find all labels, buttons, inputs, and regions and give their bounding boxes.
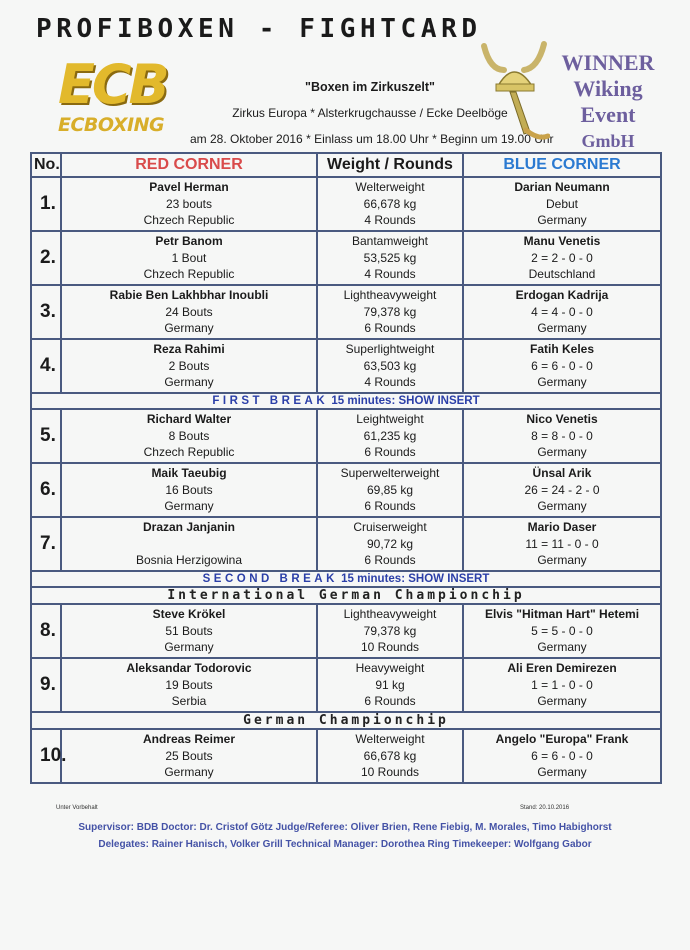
first-break-detail: 15 minutes: SHOW INSERT (331, 395, 480, 407)
weight-class: Leightweight (356, 412, 424, 426)
blue-fighter-name: Fatih Keles (529, 342, 595, 356)
blue-fighter-record: 2 = 2 - 0 - 0 (531, 250, 593, 265)
red-fighter-name: Aleksandar Todorovic (126, 661, 252, 675)
weight-kg: 53,525 kg (363, 250, 417, 265)
weight-class: Bantamweight (351, 234, 429, 248)
red-fighter-country: Germany (164, 765, 214, 779)
weight-kg: 66,678 kg (363, 196, 417, 211)
weight-kg: 91 kg (375, 677, 405, 692)
weight-cell (317, 231, 463, 285)
blue-fighter-country: Deutschland (528, 267, 596, 281)
weight-class: Lightheavyweight (343, 288, 437, 302)
red-fighter-name: Steve Krökel (152, 607, 226, 621)
rounds: 6 Rounds (364, 553, 416, 567)
event-name: "Boxen im Zirkuszelt" (305, 80, 435, 94)
weight-class: Welterweight (355, 180, 425, 194)
blue-corner-cell (463, 177, 661, 231)
red-fighter-name: Pavel Herman (149, 180, 229, 194)
bout-row (31, 729, 661, 783)
blue-corner-cell (463, 729, 661, 783)
red-fighter-name: Andreas Reimer (142, 732, 236, 746)
organizer-line-3: Event (580, 102, 636, 127)
blue-fighter-country: Germany (537, 445, 587, 459)
ecb-logo-text: ECB (58, 53, 167, 116)
second-break-cell (31, 571, 661, 587)
red-fighter-bouts: 25 Bouts (165, 748, 213, 763)
rounds: 6 Rounds (364, 694, 416, 708)
weight-class: Cruiserweight (353, 520, 427, 534)
red-fighter-country: Chzech Republic (143, 267, 235, 281)
bout-number: 7. (31, 517, 61, 571)
second-break-detail: 15 minutes: SHOW INSERT (341, 573, 490, 585)
rounds: 4 Rounds (364, 375, 416, 389)
weight-kg: 79,378 kg (363, 623, 417, 638)
weight-cell (317, 177, 463, 231)
bout-row (31, 658, 661, 712)
red-corner-cell (61, 409, 317, 463)
rounds: 4 Rounds (364, 267, 416, 281)
blue-corner-cell (463, 409, 661, 463)
red-corner-cell (61, 517, 317, 571)
column-blue-corner: BLUE CORNER (463, 153, 661, 177)
officials-line-2: Delegates: Rainer Hanisch, Volker Grill Technical Manager: Dorothea Ring Timekeeper: Wolfgang Gabor (98, 839, 592, 850)
organizer-line-1: WINNER (561, 50, 655, 75)
bout-row (31, 177, 661, 231)
weight-class: Welterweight (355, 732, 425, 746)
blue-fighter-name: Elvis "Hitman Hart" Hetemi (484, 607, 640, 621)
bout-row (31, 409, 661, 463)
first-break-label: FIRST BREAK (212, 395, 329, 407)
weight-cell (317, 517, 463, 571)
weight-kg: 90,72 kg (366, 536, 414, 551)
bout-number: 10. (31, 729, 61, 783)
red-fighter-bouts: 16 Bouts (165, 482, 213, 497)
first-break-row (31, 393, 661, 409)
bout-number: 8. (31, 604, 61, 658)
weight-cell (317, 463, 463, 517)
organizer-line-4: GmbH (581, 131, 635, 151)
blue-fighter-name: Darian Neumann (514, 180, 610, 194)
weight-class: Heavyweight (355, 661, 425, 675)
weight-kg: 69,85 kg (366, 482, 414, 497)
first-break-cell (31, 393, 661, 409)
blue-fighter-record: 26 = 24 - 2 - 0 (524, 482, 600, 497)
blue-fighter-name: Ali Eren Demirezen (507, 661, 617, 675)
rounds: 10 Rounds (360, 765, 420, 779)
weight-cell (317, 409, 463, 463)
bout-row (31, 285, 661, 339)
blue-corner-cell (463, 604, 661, 658)
rounds: 4 Rounds (364, 213, 416, 227)
international-championship-row (31, 587, 661, 604)
fightcard-title: PROFIBOXEN - FIGHTCARD (36, 14, 482, 44)
red-fighter-country: Chzech Republic (143, 213, 235, 227)
blue-fighter-record: 1 = 1 - 0 - 0 (531, 677, 593, 692)
column-no: No. (31, 153, 61, 177)
bout-number: 5. (31, 409, 61, 463)
bout-number: 6. (31, 463, 61, 517)
rounds: 6 Rounds (364, 321, 416, 335)
red-fighter-bouts: 1 Bout (171, 250, 207, 265)
blue-fighter-country: Germany (537, 553, 587, 567)
blue-fighter-name: Mario Daser (527, 520, 597, 534)
weight-class: Superlightweight (345, 342, 435, 356)
weight-kg: 79,378 kg (363, 304, 417, 319)
bout-number: 1. (31, 177, 61, 231)
red-corner-cell (61, 658, 317, 712)
weight-kg: 63,503 kg (363, 358, 417, 373)
red-corner-cell (61, 177, 317, 231)
blue-fighter-record: 11 = 11 - 0 - 0 (525, 536, 599, 551)
bout-number: 4. (31, 339, 61, 393)
blue-fighter-country: Germany (537, 499, 587, 513)
bout-number: 9. (31, 658, 61, 712)
red-fighter-name: Drazan Janjanin (142, 520, 236, 534)
blue-corner-cell (463, 339, 661, 393)
red-fighter-country: Germany (164, 375, 214, 389)
table-header-row (31, 153, 661, 177)
blue-fighter-record: 6 = 6 - 0 - 0 (531, 358, 593, 373)
weight-cell (317, 339, 463, 393)
red-fighter-country: Germany (164, 640, 214, 654)
blue-fighter-name: Ünsal Arik (532, 466, 592, 480)
column-red-corner: RED CORNER (61, 153, 317, 177)
rounds: 6 Rounds (364, 499, 416, 513)
note-left: Unter Vorbehalt (56, 805, 98, 811)
red-fighter-bouts: 23 bouts (165, 196, 213, 211)
weight-class: Superwelterweight (340, 466, 440, 480)
column-weight-rounds: Weight / Rounds (317, 153, 463, 177)
blue-corner-cell (463, 285, 661, 339)
red-fighter-name: Reza Rahimi (153, 342, 225, 356)
red-fighter-country: Serbia (171, 694, 207, 708)
red-corner-cell (61, 729, 317, 783)
blue-fighter-record: 6 = 6 - 0 - 0 (531, 748, 593, 763)
international-championship-title: International German Championchip (31, 587, 661, 604)
red-fighter-bouts: 19 Bouts (165, 677, 213, 692)
bout-row (31, 339, 661, 393)
red-corner-cell (61, 231, 317, 285)
rounds: 10 Rounds (360, 640, 420, 654)
blue-fighter-name: Erdogan Kadrija (515, 288, 609, 302)
weight-cell (317, 604, 463, 658)
weight-kg: 66,678 kg (363, 748, 417, 763)
german-championship-title: German Championchip (31, 712, 661, 729)
blue-fighter-record: 5 = 5 - 0 - 0 (531, 623, 593, 638)
red-fighter-bouts: 24 Bouts (165, 304, 213, 319)
blue-fighter-record: 8 = 8 - 0 - 0 (531, 428, 593, 443)
red-corner-cell (61, 285, 317, 339)
event-venue: Zirkus Europa * Alsterkrugchausse / Ecke Deelböge (232, 106, 508, 120)
bout-row (31, 517, 661, 571)
event-date: am 28. Oktober 2016 * Einlass um 18.00 Uhr * Beginn um 19.00 Uhr (190, 132, 554, 146)
red-fighter-name: Rabie Ben Lakhbhar Inoubli (109, 288, 269, 302)
blue-fighter-record: Debut (545, 196, 579, 211)
red-fighter-country: Bosnia Herzigowina (135, 553, 243, 567)
blue-fighter-name: Angelo "Europa" Frank (495, 732, 629, 746)
weight-cell (317, 658, 463, 712)
red-fighter-name: Richard Walter (146, 412, 232, 426)
second-break-row (31, 571, 661, 587)
note-right: Stand: 20.10.2016 (520, 805, 570, 811)
red-fighter-country: Germany (164, 321, 214, 335)
blue-fighter-country: Germany (537, 213, 587, 227)
weight-class: Lightheavyweight (343, 607, 437, 621)
blue-fighter-country: Germany (537, 375, 587, 389)
blue-corner-cell (463, 231, 661, 285)
fightcard-table (30, 152, 662, 784)
bout-number: 3. (31, 285, 61, 339)
red-fighter-country: Germany (164, 499, 214, 513)
blue-fighter-record: 4 = 4 - 0 - 0 (531, 304, 593, 319)
red-corner-cell (61, 339, 317, 393)
officials-line-1: Supervisor: BDB Doctor: Dr. Cristof Götz Judge/Referee: Oliver Brien, Rene Fiebig, M. Morales, Timo Habighorst (78, 822, 612, 833)
blue-corner-cell (463, 463, 661, 517)
bout-number: 2. (31, 231, 61, 285)
organizer-line-2: Wiking (573, 76, 643, 101)
blue-corner-cell (463, 517, 661, 571)
blue-fighter-country: Germany (537, 694, 587, 708)
red-fighter-country: Chzech Republic (143, 445, 235, 459)
weight-cell (317, 729, 463, 783)
red-fighter-bouts: 2 Bouts (168, 358, 210, 373)
bout-row (31, 604, 661, 658)
blue-fighter-country: Germany (537, 321, 587, 335)
ecboxing-logo-text: ECBOXING (58, 114, 165, 136)
red-fighter-bouts: 51 Bouts (165, 623, 213, 638)
blue-fighter-name: Nico Venetis (526, 412, 598, 426)
german-championship-row (31, 712, 661, 729)
second-break-label: SECOND BREAK (202, 573, 338, 585)
blue-fighter-name: Manu Venetis (523, 234, 601, 248)
weight-kg: 61,235 kg (363, 428, 417, 443)
rounds: 6 Rounds (364, 445, 416, 459)
red-fighter-name: Maik Taeubig (151, 466, 227, 480)
blue-fighter-country: Germany (537, 765, 587, 779)
bout-row (31, 463, 661, 517)
red-fighter-bouts: 8 Bouts (168, 428, 210, 443)
ecb-logo (58, 53, 194, 146)
red-corner-cell (61, 463, 317, 517)
blue-corner-cell (463, 658, 661, 712)
red-fighter-name: Petr Banom (155, 234, 223, 248)
blue-fighter-country: Germany (537, 640, 587, 654)
bout-row (31, 231, 661, 285)
red-corner-cell (61, 604, 317, 658)
weight-cell (317, 285, 463, 339)
